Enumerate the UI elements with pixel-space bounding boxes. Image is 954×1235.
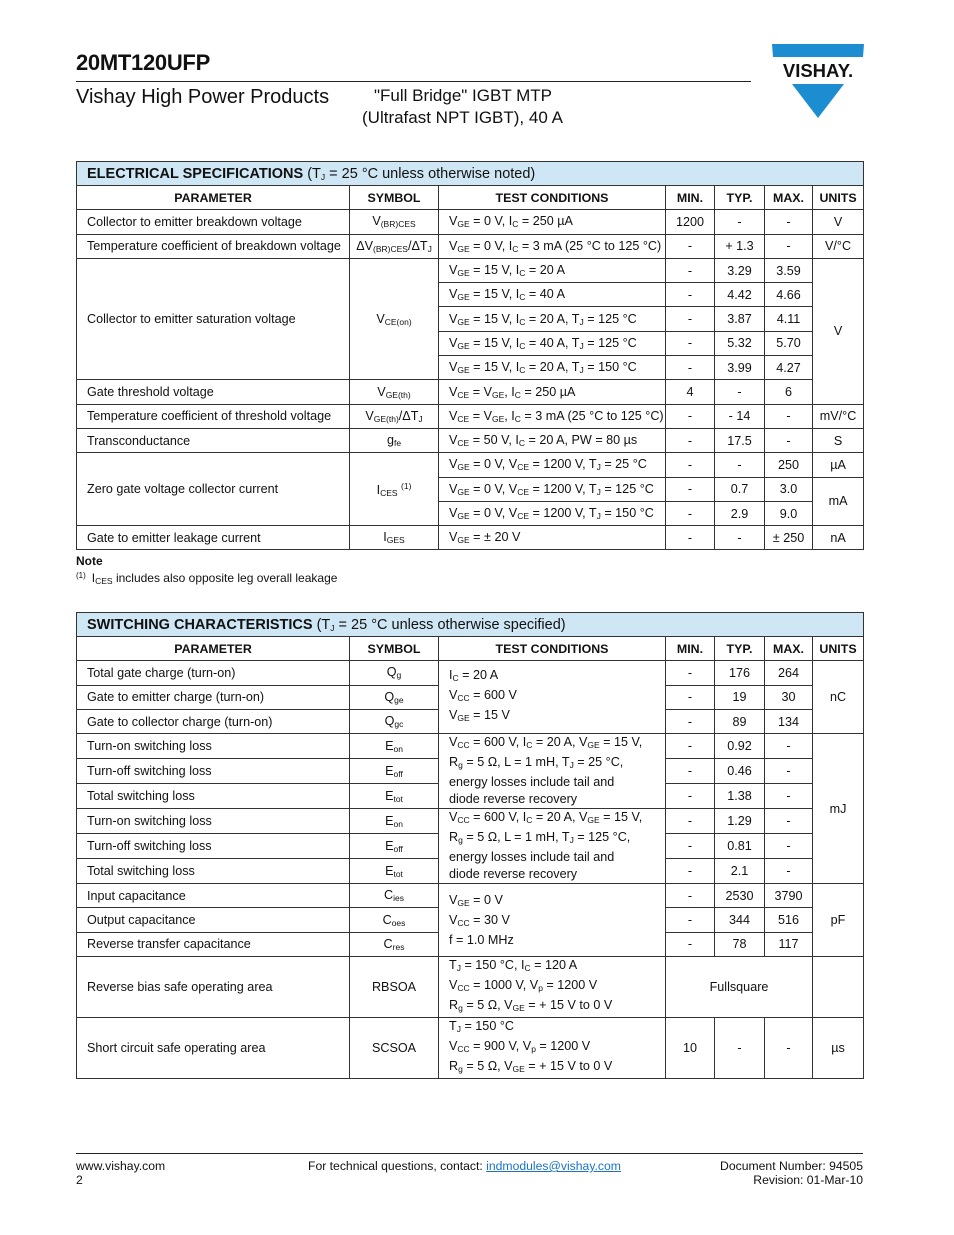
min-cell: 1200 [666,210,715,234]
symbol-cell: $V_{GE(th)}$ [350,380,439,404]
col-header-parameter: PARAMETER [77,186,350,210]
max-cell: 117 [765,932,813,956]
typ-cell: 2530 [715,884,765,908]
typ-cell: 176 [715,661,765,685]
symbol-cell: $V_{GE(th)}/\Delta T_J$ [350,404,439,428]
typ-cell: 1.29 [715,809,765,834]
note-ref: (1) [76,571,86,580]
symbol-cell: $E_{tot}$ [350,859,439,884]
typ-cell: 0.7 [715,477,765,501]
min-cell: - [666,477,715,501]
condition-cell: $V_{CE} = 50$ V, $I_C = 20$ A, PW = 80 µs [439,428,666,452]
typ-cell: 5.32 [715,331,765,355]
table-row [77,661,864,685]
min-cell: - [666,331,715,355]
min-cell: - [666,932,715,956]
condition-cell: $V_{GE} = 0$ V, $V_{CE} = 1200$ V, $T_J = 25$ °C [439,453,666,477]
typ-cell: 2.1 [715,859,765,884]
parameter-cell: Reverse transfer capacitance [77,932,350,956]
max-cell: 3790 [765,884,813,908]
parameter-cell: Collector to emitter saturation voltage [77,258,350,379]
symbol-cell: $E_{on}$ [350,734,439,759]
max-cell: 250 [765,453,813,477]
condition-cell: $V_{CE} = V_{GE}$, $I_C = 3$ mA (25 °C to 125 °C) [439,404,666,428]
condition-cell: $V_{GE} = 0$ V, $V_{CE} = 1200$ V, $T_J = 150$ °C [439,501,666,525]
table-row [77,453,864,477]
min-cell: - [666,834,715,859]
max-cell: - [765,784,813,809]
max-cell: - [765,859,813,884]
typ-cell: - 14 [715,404,765,428]
typ-cell: - [715,526,765,550]
parameter-cell: Turn-on switching loss [77,734,350,759]
typ-cell: 3.99 [715,356,765,380]
footer-divider [76,1153,863,1154]
parameter-cell: Temperature coefficient of breakdown voltage [77,234,350,258]
col-header-test-conditions: TEST CONDITIONS [439,637,666,661]
typ-cell: 344 [715,908,765,932]
symbol-cell: $g_{fe}$ [350,428,439,452]
table-row [77,210,864,234]
units-cell: V [813,210,864,234]
switching-characteristics-table [76,612,864,1079]
table-title: SWITCHING CHARACTERISTICS ($T_J = 25$ °C unless otherwise specified) [77,613,864,637]
note-text: $^{(1)}$ $I_{CES}$ includes also opposite leg overall leakage [76,571,338,586]
parameter-cell: Turn-on switching loss [77,809,350,834]
logo-top-band [772,44,864,57]
min-cell: - [666,453,715,477]
company-name: Vishay High Power Products [76,86,330,108]
typ-cell: - [715,453,765,477]
table-row [77,1018,864,1079]
condition-cell: $V_{GE} = 0$ V, $I_C = 3$ mA (25 °C to 125 °C) [439,234,666,258]
contact-prefix: For technical questions, contact: [308,1159,487,1173]
footer-website: www.vishay.com [76,1159,166,1173]
symbol-cell: $Q_{gc}$ [350,709,439,733]
col-header-symbol: SYMBOL [350,637,439,661]
table-row [77,234,864,258]
max-cell: - [765,834,813,859]
units-cell: mV/°C [813,404,864,428]
symbol-cell: $E_{off}$ [350,834,439,859]
units-cell: mA [813,477,864,526]
min-cell: - [666,234,715,258]
col-header-units: UNITS [813,637,864,661]
parameter-cell: Transconductance [77,428,350,452]
min-cell: - [666,859,715,884]
parameter-cell: Total switching loss [77,784,350,809]
max-cell: 516 [765,908,813,932]
col-header-test-conditions: TEST CONDITIONS [439,186,666,210]
min-cell: - [666,307,715,331]
min-cell: - [666,884,715,908]
parameter-cell: Input capacitance [77,884,350,908]
table-row [77,526,864,550]
max-cell: - [765,1018,813,1079]
min-cell: - [666,501,715,525]
units-cell: S [813,428,864,452]
symbol-cell: $C_{oes}$ [350,908,439,932]
min-cell: - [666,283,715,307]
max-cell: 9.0 [765,501,813,525]
min-cell: - [666,784,715,809]
parameter-cell: Turn-off switching loss [77,834,350,859]
parameter-cell: Zero gate voltage collector current [77,453,350,526]
col-header-max: MAX. [765,637,813,661]
table-header-row [77,186,864,210]
condition-cell: $V_{CE} = V_{GE}$, $I_C = 250$ µA [439,380,666,404]
max-cell: 4.66 [765,283,813,307]
typ-cell: 4.42 [715,283,765,307]
col-header-typ: TYP. [715,637,765,661]
min-cell: - [666,428,715,452]
part-number: 20MT120UFP [76,50,210,75]
min-cell: - [666,709,715,733]
parameter-cell: Total gate charge (turn-on) [77,661,350,685]
col-header-max: MAX. [765,186,813,210]
max-cell: 5.70 [765,331,813,355]
parameter-cell: Short circuit safe operating area [77,1018,350,1079]
parameter-cell: Gate to collector charge (turn-on) [77,709,350,733]
col-header-units: UNITS [813,186,864,210]
parameter-cell: Temperature coefficient of threshold voltage [77,404,350,428]
typ-cell: 3.29 [715,258,765,282]
condition-cell: $V_{GE} = 0$ V, $I_C = 250$ µA [439,210,666,234]
logo-triangle [792,84,844,118]
product-subtitle-line2: (Ultrafast NPT IGBT), 40 A [362,108,563,127]
table-row [77,884,864,908]
col-header-min: MIN. [666,186,715,210]
typ-cell: 0.81 [715,834,765,859]
typ-cell: 78 [715,932,765,956]
condition-cell: $V_{GE} = 15$ V, $I_C = 40$ A, $T_J = 125$ °C [439,331,666,355]
note-heading: Note [76,554,103,568]
table-row [77,957,864,1018]
symbol-cell: $E_{off}$ [350,759,439,784]
condition-cell: $T_J = 150$ °C $V_{CC} = 900$ V, $V_p = 1200$ V $R_g = 5$ Ω, $V_{GE}$ = + 15 V to 0 V [439,1018,666,1079]
symbol-cell: $Q_g$ [350,661,439,685]
max-cell: ± 250 [765,526,813,550]
typ-cell: + 1.3 [715,234,765,258]
max-cell: - [765,734,813,759]
document-number: Document Number: 94505 [720,1159,863,1173]
typ-cell: 0.92 [715,734,765,759]
units-cell: mJ [813,734,864,884]
units-cell: µs [813,1018,864,1079]
table-row [77,734,864,759]
table-row [77,809,864,834]
min-cell: - [666,759,715,784]
max-cell: 4.11 [765,307,813,331]
table-title: ELECTRICAL SPECIFICATIONS ($T_J = 25$ °C unless otherwise noted) [77,162,864,186]
condition-cell: $V_{GE} = 15$ V, $I_C = 40$ A [439,283,666,307]
typ-cell: - [715,210,765,234]
parameter-cell: Collector to emitter breakdown voltage [77,210,350,234]
units-cell: µA [813,453,864,477]
footer-contact [308,1159,621,1173]
min-cell: - [666,258,715,282]
condition-cell: $V_{CC} = 600$ V, $I_C = 20$ A, $V_{GE} = 15$ V, $R_g = 5$ Ω, L = 1 mH, $T_J = 125$ °C, energy losses include tail and diode reverse recovery [439,809,666,884]
rbsoa-value-cell: Fullsquare [666,957,813,1018]
max-cell: - [765,234,813,258]
symbol-cell: $C_{res}$ [350,932,439,956]
table-header-row [77,637,864,661]
contact-email-link[interactable]: indmodules@vishay.com [486,1159,621,1173]
units-cell: nA [813,526,864,550]
symbol-cell: $Q_{ge}$ [350,685,439,709]
parameter-cell: Output capacitance [77,908,350,932]
max-cell: - [765,404,813,428]
symbol-cell: $C_{ies}$ [350,884,439,908]
vishay-logo [766,44,864,118]
parameter-cell: Gate to emitter leakage current [77,526,350,550]
col-header-typ: TYP. [715,186,765,210]
condition-cell: $V_{GE} = 0$ V, $V_{CE} = 1200$ V, $T_J = 125$ °C [439,477,666,501]
min-cell: - [666,734,715,759]
max-cell: - [765,759,813,784]
min-cell: 10 [666,1018,715,1079]
parameter-cell: Gate threshold voltage [77,380,350,404]
condition-cell: $V_{GE}$ = ± 20 V [439,526,666,550]
min-cell: - [666,685,715,709]
parameter-cell: Reverse bias safe operating area [77,957,350,1018]
symbol-cell: $I_{GES}$ [350,526,439,550]
symbol-cell: $V_{(BR)CES}$ [350,210,439,234]
typ-cell: 19 [715,685,765,709]
typ-cell: - [715,1018,765,1079]
symbol-cell: RBSOA [350,957,439,1018]
parameter-cell: Turn-off switching loss [77,759,350,784]
typ-cell: 89 [715,709,765,733]
max-cell: 3.59 [765,258,813,282]
condition-cell: $I_C = 20$ A $V_{CC} = 600$ V $V_{GE} = 15$ V [439,661,666,734]
col-header-symbol: SYMBOL [350,186,439,210]
revision-date: Revision: 01-Mar-10 [753,1173,863,1187]
product-subtitle-line1: "Full Bridge" IGBT MTP [374,86,553,105]
min-cell: - [666,809,715,834]
col-header-min: MIN. [666,637,715,661]
units-cell: V [813,258,864,404]
units-cell: V/°C [813,234,864,258]
symbol-cell: SCSOA [350,1018,439,1079]
table-row [77,404,864,428]
condition-cell: $V_{GE} = 15$ V, $I_C = 20$ A [439,258,666,282]
typ-cell: 1.38 [715,784,765,809]
table-row [77,380,864,404]
symbol-cell: $I_{CES}$ $^{(1)}$ [350,453,439,526]
min-cell: - [666,908,715,932]
table-banner [77,613,864,637]
electrical-specifications-table [76,161,864,550]
page-number: 2 [76,1173,83,1187]
condition-cell: $V_{CC} = 600$ V, $I_C = 20$ A, $V_{GE} = 15$ V, $R_g = 5$ Ω, L = 1 mH, $T_J = 25$ °C, energy losses include tail and diode reverse recovery [439,734,666,809]
symbol-cell: $V_{CE(on)}$ [350,258,439,379]
typ-cell: - [715,380,765,404]
header-divider [76,81,751,82]
typ-cell: 2.9 [715,501,765,525]
min-cell: - [666,356,715,380]
typ-cell: 3.87 [715,307,765,331]
max-cell: 30 [765,685,813,709]
typ-cell: 0.46 [715,759,765,784]
units-cell [813,957,864,1018]
units-cell: pF [813,884,864,957]
symbol-cell: $E_{on}$ [350,809,439,834]
max-cell: 134 [765,709,813,733]
table-row [77,428,864,452]
condition-cell: $V_{GE} = 0$ V $V_{CC} = 30$ V f = 1.0 MHz [439,884,666,957]
max-cell: 6 [765,380,813,404]
logo-text: VISHAY. [782,60,854,81]
max-cell: - [765,428,813,452]
parameter-cell: Total switching loss [77,859,350,884]
col-header-parameter: PARAMETER [77,637,350,661]
table-banner [77,162,864,186]
units-cell: nC [813,661,864,734]
max-cell: 4.27 [765,356,813,380]
condition-cell: $T_J = 150$ °C, $I_C = 120$ A $V_{CC} = 1000$ V, $V_p = 1200$ V $R_g = 5$ Ω, $V_{GE}$ = + 15 V to 0 V [439,957,666,1018]
condition-cell: $V_{GE} = 15$ V, $I_C = 20$ A, $T_J = 150$ °C [439,356,666,380]
min-cell: 4 [666,380,715,404]
parameter-cell: Gate to emitter charge (turn-on) [77,685,350,709]
typ-cell: 17.5 [715,428,765,452]
min-cell: - [666,661,715,685]
symbol-cell: $\Delta V_{(BR)CES}/\Delta T_J$ [350,234,439,258]
table-row [77,258,864,282]
symbol-cell: $E_{tot}$ [350,784,439,809]
max-cell: - [765,809,813,834]
max-cell: - [765,210,813,234]
condition-cell: $V_{GE} = 15$ V, $I_C = 20$ A, $T_J = 125$ °C [439,307,666,331]
min-cell: - [666,404,715,428]
min-cell: - [666,526,715,550]
max-cell: 264 [765,661,813,685]
max-cell: 3.0 [765,477,813,501]
